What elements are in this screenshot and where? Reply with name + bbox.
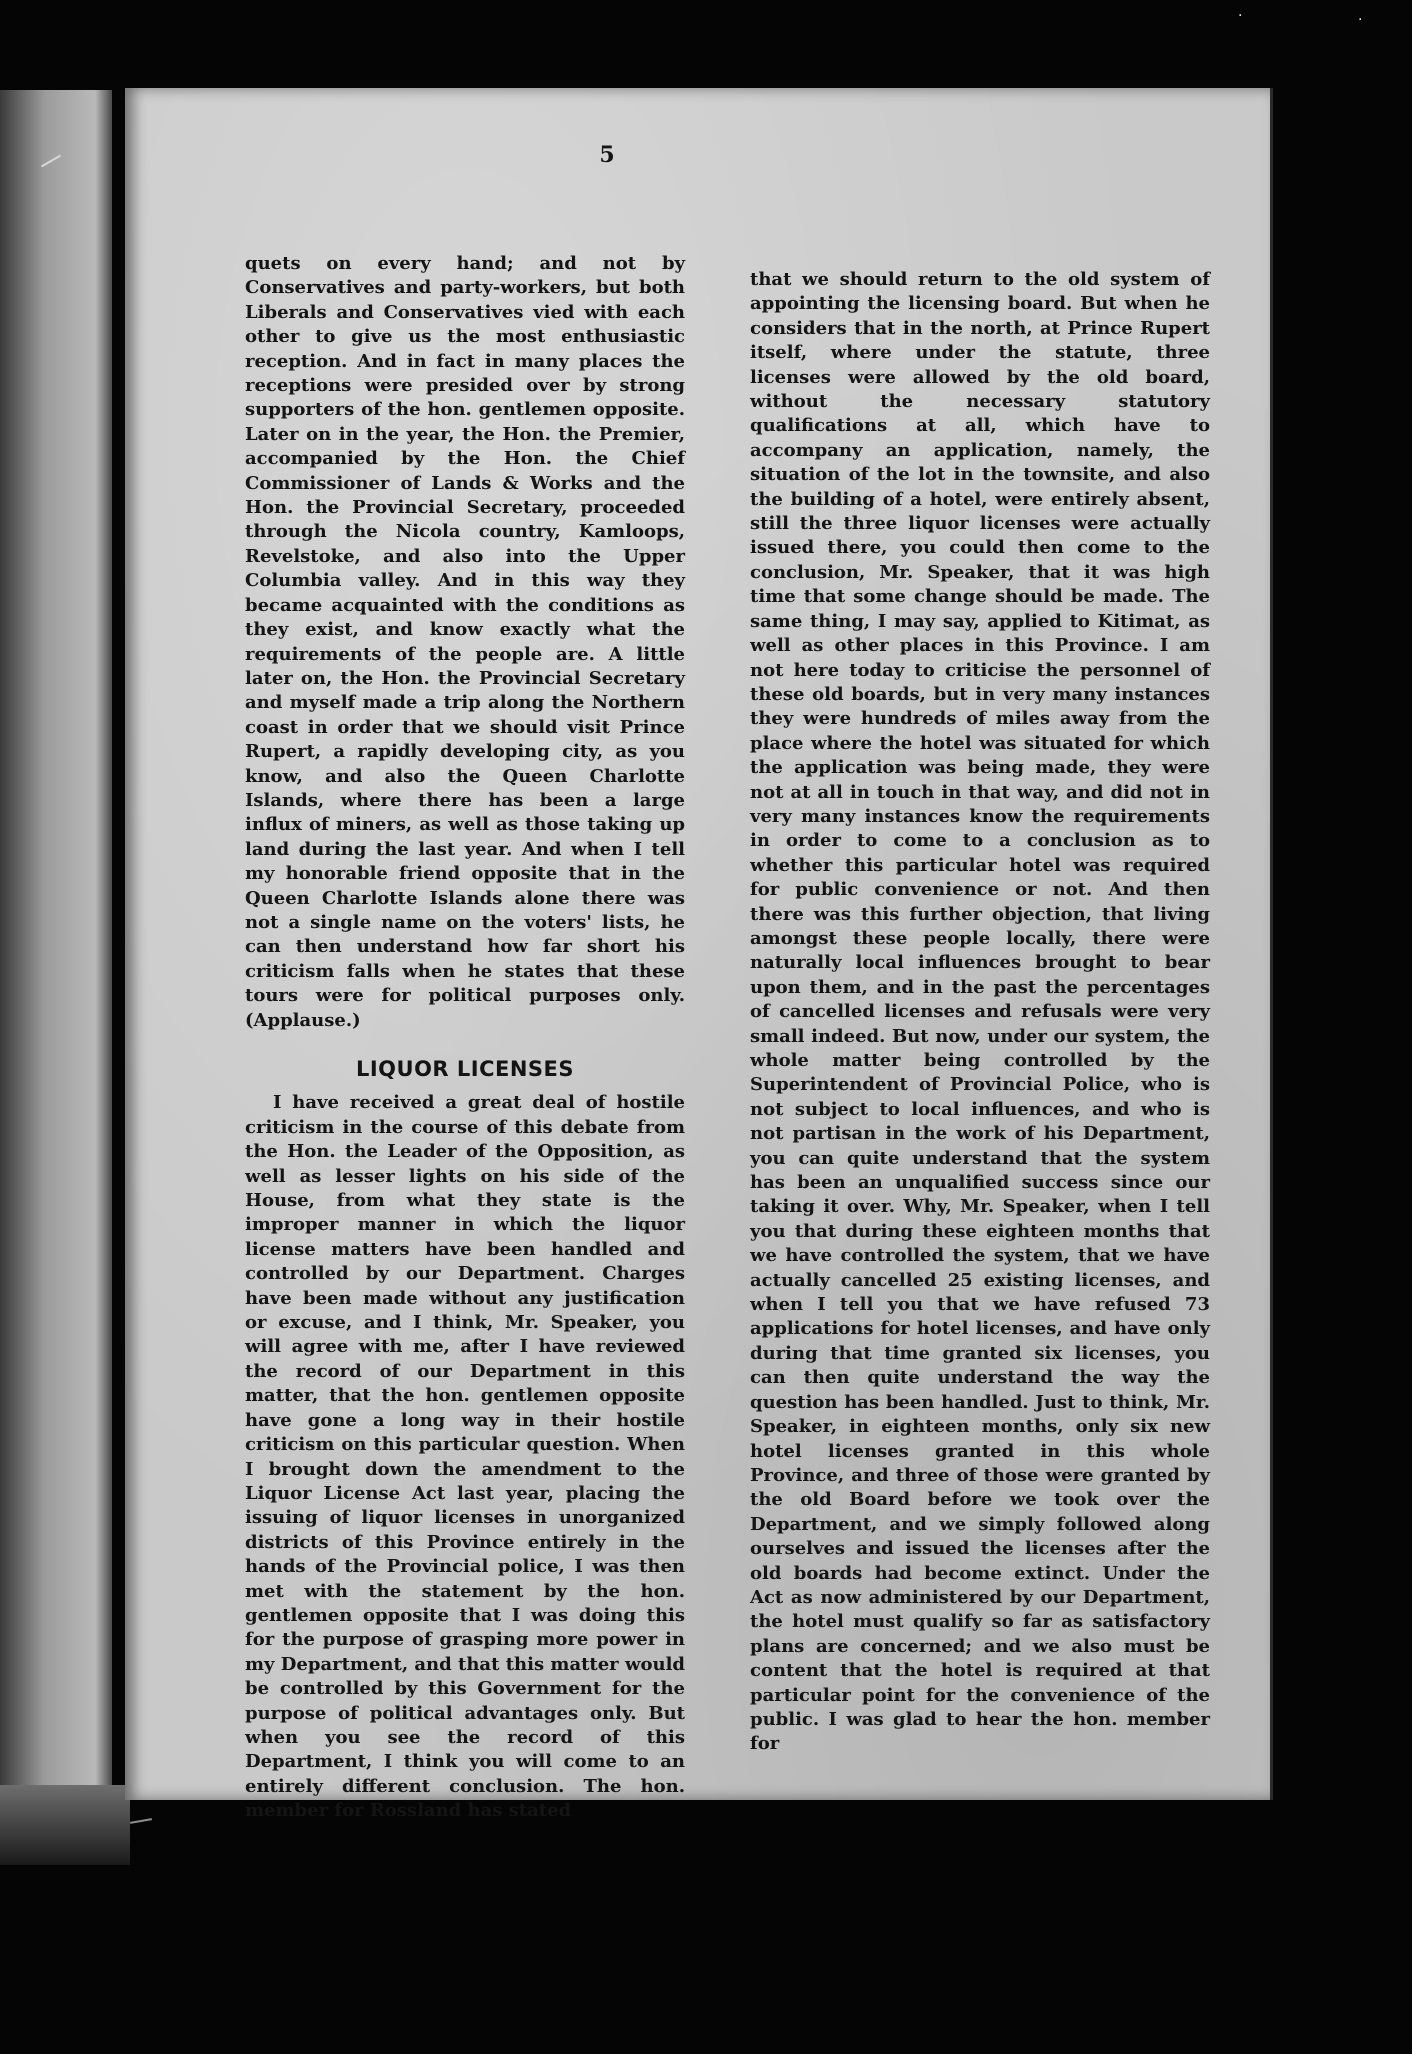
section-heading: LIQUOR LICENSES bbox=[355, 1057, 575, 1081]
adjacent-page-edge bbox=[0, 90, 112, 1790]
body-paragraph: quets on every hand; and not by Conservatives and party-workers, but both Liberals and Conservatives vied with each other to give us the most enthusiastic reception. And in fact in many places the receptions were presided over by strong supporters of the hon. gentlemen opposite. Later on in the year, the Hon. the Premier, accompanied by the Hon. the Chief Commissioner of Lands & Works and the Hon. the Provincial Secretary, proceeded through the Nicola country, Kamloops, Revelstoke, and also into the Upper Columbia valley. And in this way they became acquainted with the conditions as they exist, and know exactly what the requirements of the people are. A little later on, the Hon. the Provincial Secretary and myself made a trip along the Northern coast in order that we should visit Prince Rupert, a rapidly developing city, as you know, and also the Queen Charlotte Islands, where there has been a large influx of miners, as well as those taking up land during the last year. And when I tell my honorable friend opposite that in the Queen Charlotte Islands alone there was not a single name on the voters' lists, he can then understand how far short his criticism falls when he states that these tours were for political purposes only. (Applause.) bbox=[245, 253, 685, 1031]
page-number: 5 bbox=[599, 142, 615, 168]
scan-speck: · bbox=[1238, 8, 1243, 24]
scan-speck: · bbox=[1358, 12, 1363, 28]
left-text-column bbox=[245, 252, 685, 1824]
body-paragraph: I have received a great deal of hostile criticism in the course of this debate from the Hon. the Leader of the Opposition, as well as lesser lights on his side of the House, from what they state is the improper manner in which the liquor license matters have been handled and controlled by our Department. Charges have been made without any justification or excuse, and I think, Mr. Speaker, you will agree with me, after I have reviewed the record of our Department in this matter, that the hon. gentlemen opposite have gone a long way in their hostile criticism on this particular question. When I brought down the amendment to the Liquor License Act last year, placing the issuing of liquor licenses in unorganized districts of this Province entirely in the hands of the Provincial police, I was then met with the statement by the hon. gentlemen opposite that I was doing this for the purpose of grasping more power in my Department, and that this matter would be controlled by this Government for the purpose of political advantages only. But when you see the record of this Department, I think you will come to an entirely different conclusion. The hon. member for Rossland has stated bbox=[245, 1092, 685, 1822]
body-paragraph: that we should return to the old system of appointing the licensing board. But when he considers that in the north, at Prince Rupert itself, where under the statute, three licenses were allowed by the old board, without the necessary statutory qualifications at all, which have to accompany an application, namely, the situation of the lot in the townsite, and also the building of a hotel, were entirely absent, still the three liquor licenses were actually issued there, you could then come to the conclusion, Mr. Speaker, that it was high time that some change should be made. The same thing, I may say, applied to Kitimat, as well as other places in this Province. I am not here today to criticise the personnel of these old boards, but in very many instances they were hundreds of miles away from the place where the hotel was situated for which the application was being made, they were not at all in touch in that way, and did not in very many instances know the requirements in order to come to a conclusion as to whether this particular hotel was required for public convenience or not. And then there was this further objection, that living amongst these people locally, there were naturally local influences brought to bear upon them, and in the past the percentages of cancelled licenses and refusals were very small indeed. But now, under our system, the whole matter being controlled by the Superintendent of Provincial Police, who is not subject to local influences, and who is not partisan in the work of his Department, you can quite understand that the system has been an unqualified success since our taking it over. Why, Mr. Speaker, when I tell you that during these eighteen months that we have controlled the system, that we have actually cancelled 25 existing licenses, and when I tell you that we have refused 73 applications for hotel licenses, and have only during that time granted six licenses, you can then quite understand the way the question has been handled. Just to think, Mr. Speaker, in eighteen months, only six new hotel licenses granted in this whole Province, and three of those were granted by the old Board before we took over the Department, and we simply followed along ourselves and issued the licenses after the old boards had become extinct. Under the Act as now administered by our Department, the hotel must qualify so far as satisfactory plans are concerned; and we also must be content that the hotel is required at that particular point for the convenience of the public. I was glad to hear the hon. member for bbox=[750, 269, 1210, 1755]
scan-shadow bbox=[0, 1785, 130, 1865]
right-text-column bbox=[750, 268, 1210, 1757]
scan-scratch bbox=[130, 1818, 152, 1824]
